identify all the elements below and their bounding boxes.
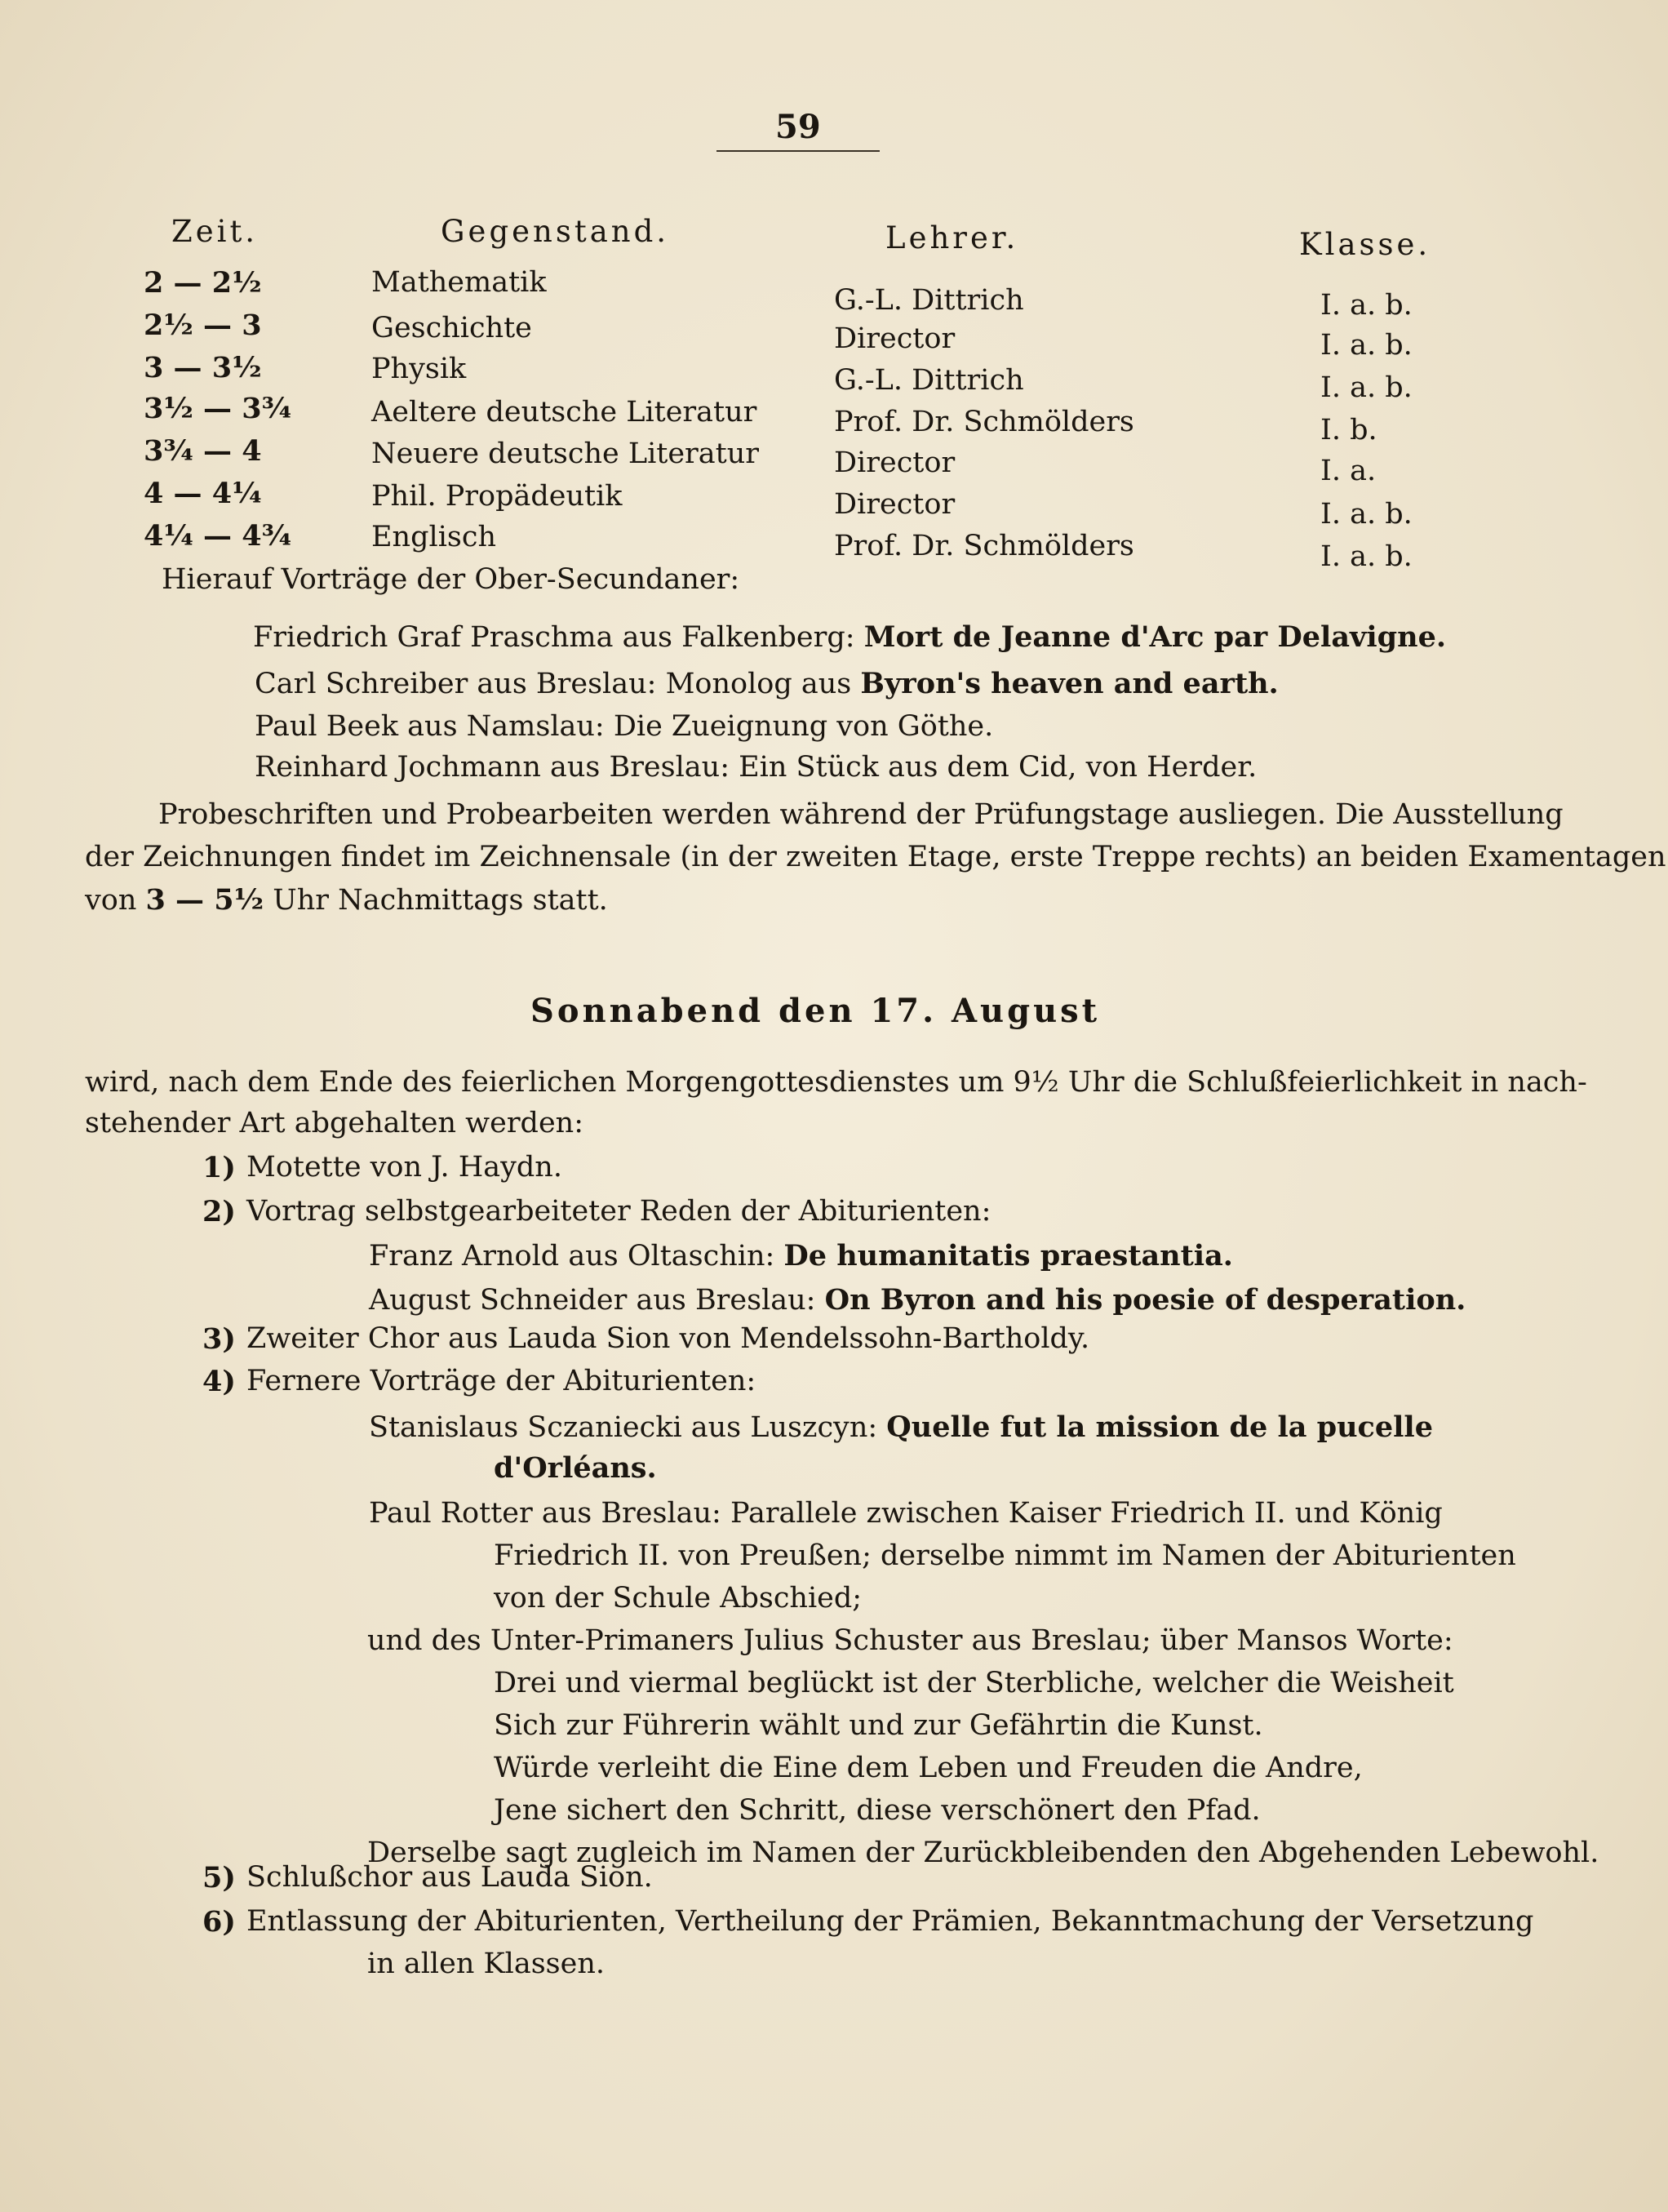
verse-line: Drei und viermal beglückt ist der Sterbliche, welcher die Weisheit bbox=[494, 1667, 1454, 1699]
recital-item: Paul Beek aus Namslau: Die Zueignung von Göthe. bbox=[255, 710, 994, 743]
recital-item: Carl Schreiber aus Breslau: Monolog aus Byron's heaven and earth. bbox=[255, 667, 1279, 700]
row-teacher: Director bbox=[834, 488, 956, 521]
program-subitem: Paul Rotter aus Breslau: Parallele zwischen Kaiser Friedrich II. und König bbox=[369, 1497, 1443, 1530]
program-number: 6) bbox=[202, 1905, 236, 1939]
row-time: 2½ — 3 bbox=[144, 309, 262, 342]
program-number: 5) bbox=[202, 1861, 236, 1894]
row-time: 4 — 4¼ bbox=[144, 477, 262, 510]
recital-item: Reinhard Jochmann aus Breslau: Ein Stück aus dem Cid, von Herder. bbox=[255, 751, 1258, 784]
header-class: Klasse. bbox=[1299, 227, 1431, 262]
recital-item: Friedrich Graf Praschma aus Falkenberg: Mort de Jeanne d'Arc par Delavigne. bbox=[253, 620, 1447, 654]
row-teacher: Director bbox=[834, 322, 956, 355]
program-item: Schlußchor aus Lauda Sion. bbox=[246, 1861, 653, 1894]
recitals-intro: Hierauf Vorträge der Ober-Secundaner: bbox=[162, 563, 740, 596]
row-teacher: G.-L. Dittrich bbox=[834, 364, 1024, 397]
program-item: Entlassung der Abiturienten, Vertheilung der Prämien, Bekanntmachung der Versetzung bbox=[246, 1905, 1534, 1938]
program-item-continuation: in allen Klassen. bbox=[367, 1948, 606, 1980]
program-number: 2) bbox=[202, 1195, 236, 1228]
row-class: I. a. bbox=[1320, 455, 1377, 487]
row-subject: Phil. Propädeutik bbox=[371, 480, 623, 513]
saturday-intro: wird, nach dem Ende des feierlichen Morgengottesdienstes um 9½ Uhr die Schlußfeierlichkeit in nach- bbox=[85, 1066, 1587, 1099]
row-class: I. a. b. bbox=[1320, 498, 1413, 531]
row-subject: Neuere deutsche Literatur bbox=[371, 438, 759, 470]
program-number: 4) bbox=[202, 1365, 236, 1398]
section-title: Sonnabend den 17. August bbox=[530, 992, 1101, 1030]
row-time: 3 — 3½ bbox=[144, 351, 262, 384]
header-time: Zeit. bbox=[171, 214, 259, 249]
farewell-line: Derselbe sagt zugleich im Namen der Zurückbleibenden den Abgehenden Lebewohl. bbox=[367, 1837, 1599, 1869]
row-teacher: Prof. Dr. Schmölders bbox=[834, 530, 1134, 562]
verse-line: Jene sichert den Schritt, diese verschönert den Pfad. bbox=[494, 1794, 1261, 1827]
saturday-intro: stehender Art abgehalten werden: bbox=[85, 1107, 583, 1139]
exhibition-line: von 3 — 5½ Uhr Nachmittags statt. bbox=[85, 883, 608, 917]
program-subitem: August Schneider aus Breslau: On Byron and his poesie of desperation. bbox=[369, 1283, 1466, 1317]
header-teacher: Lehrer. bbox=[885, 220, 1019, 255]
program-item: Motette von J. Haydn. bbox=[246, 1151, 562, 1184]
row-subject: Geschichte bbox=[371, 312, 532, 344]
program-subitem: Friedrich II. von Preußen; derselbe nimmt im Namen der Abiturienten bbox=[494, 1539, 1516, 1572]
row-teacher: Prof. Dr. Schmölders bbox=[834, 406, 1134, 438]
row-time: 4¼ — 4¾ bbox=[144, 519, 292, 553]
row-subject: Aeltere deutsche Literatur bbox=[371, 396, 757, 429]
row-class: I. a. b. bbox=[1320, 289, 1413, 322]
program-subitem: von der Schule Abschied; bbox=[494, 1582, 863, 1615]
header-rule bbox=[716, 150, 880, 152]
verse-line: Sich zur Führerin wählt und zur Gefährtin die Kunst. bbox=[494, 1709, 1263, 1742]
exhibition-line: der Zeichnungen findet im Zeichnensale (in der zweiten Etage, erste Treppe rechts) an beiden Examentagen bbox=[85, 841, 1666, 873]
row-subject: Mathematik bbox=[371, 266, 547, 299]
row-teacher: G.-L. Dittrich bbox=[834, 284, 1024, 317]
row-class: I. a. b. bbox=[1320, 329, 1413, 362]
verse-line: Würde verleiht die Eine dem Leben und Freuden die Andre, bbox=[494, 1752, 1363, 1784]
row-subject: Physik bbox=[371, 353, 467, 385]
program-item: Zweiter Chor aus Lauda Sion von Mendelssohn-Bartholdy. bbox=[246, 1322, 1090, 1355]
exhibition-line: Probeschriften und Probearbeiten werden während der Prüfungstage ausliegen. Die Ausstellung bbox=[158, 798, 1564, 831]
row-class: I. b. bbox=[1320, 414, 1377, 446]
row-teacher: Director bbox=[834, 446, 956, 479]
row-class: I. a. b. bbox=[1320, 371, 1413, 404]
row-time: 3¾ — 4 bbox=[144, 434, 262, 468]
program-number: 1) bbox=[202, 1151, 236, 1184]
program-item: Vortrag selbstgearbeiteter Reden der Abiturienten: bbox=[246, 1195, 991, 1228]
row-time: 2 — 2½ bbox=[144, 266, 262, 300]
program-subitem: und des Unter-Primaners Julius Schuster aus Breslau; über Mansos Worte: bbox=[367, 1624, 1453, 1657]
row-time: 3½ — 3¾ bbox=[144, 392, 292, 425]
header-subject: Gegenstand. bbox=[441, 214, 670, 249]
row-subject: Englisch bbox=[371, 521, 496, 553]
program-subitem: Franz Arnold aus Oltaschin: De humanitatis praestantia. bbox=[369, 1239, 1233, 1273]
program-subitem: d'Orléans. bbox=[494, 1451, 657, 1485]
program-item: Fernere Vorträge der Abiturienten: bbox=[246, 1365, 756, 1397]
page-number: 59 bbox=[775, 108, 821, 146]
program-number: 3) bbox=[202, 1322, 236, 1356]
program-subitem: Stanislaus Sczaniecki aus Luszcyn: Quelle fut la mission de la pucelle bbox=[369, 1410, 1433, 1444]
row-class: I. a. b. bbox=[1320, 540, 1413, 573]
